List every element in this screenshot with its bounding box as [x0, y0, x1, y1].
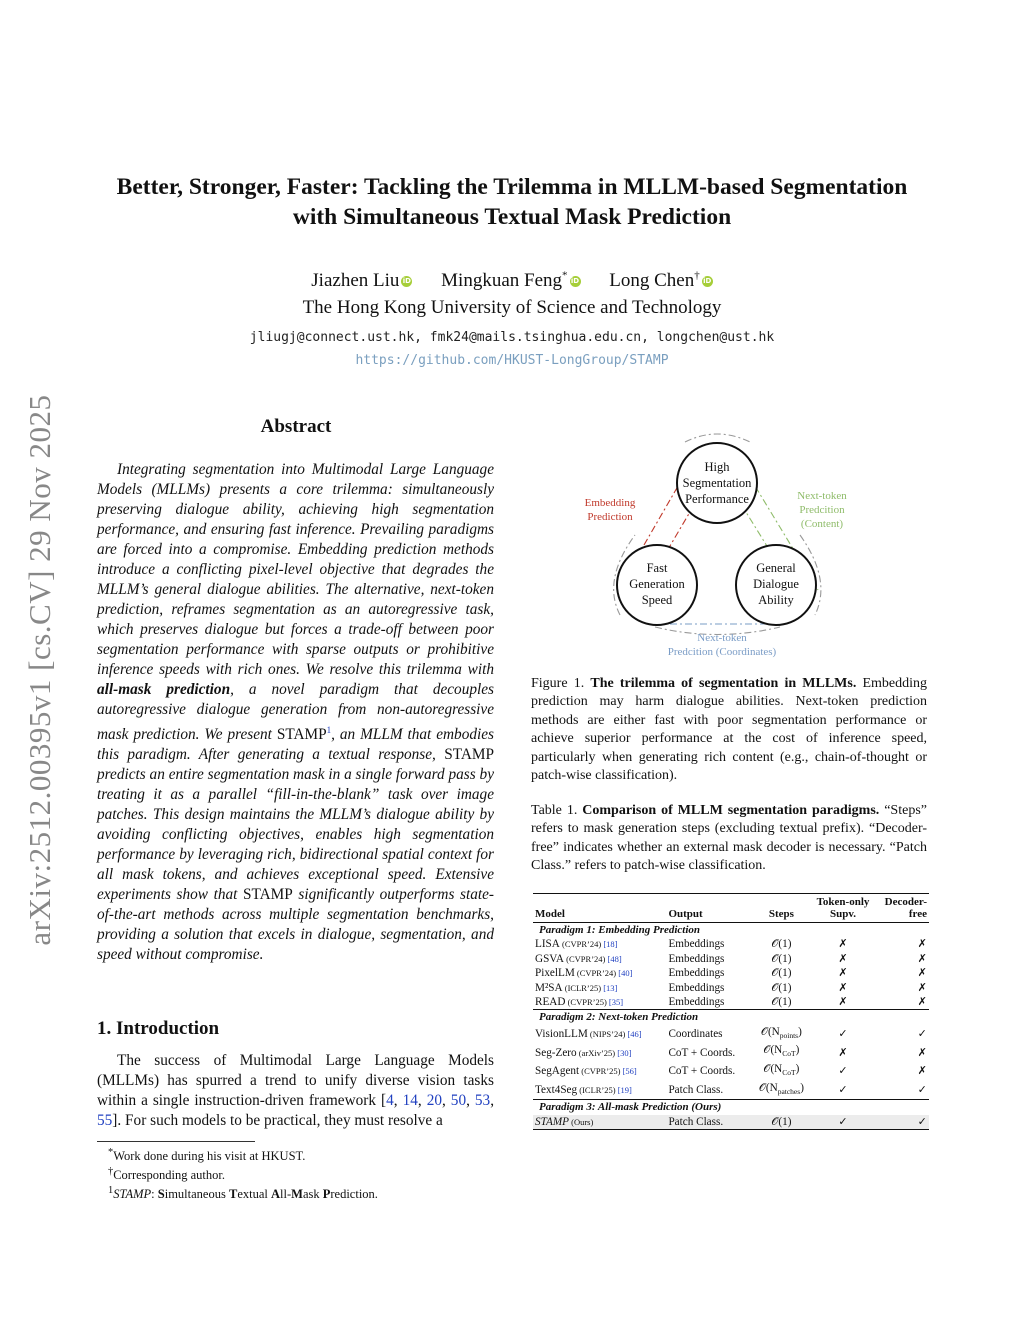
citation-link[interactable]: 4 [386, 1092, 394, 1109]
footnote-mark: * [108, 1147, 114, 1158]
steps-text: 𝒪(N [763, 1063, 783, 1076]
author [609, 270, 712, 291]
table-section-row [533, 1100, 929, 1115]
table-row [533, 1025, 929, 1044]
cell-steps: 𝒪(1) [771, 938, 792, 951]
orcid-icon[interactable]: iD [402, 277, 411, 286]
footnote-ref[interactable]: 1 [326, 725, 332, 735]
cell-steps: 𝒪(1) [771, 981, 792, 994]
repo-link[interactable]: https://github.com/HKUST-LongGroup/STAMP [355, 353, 669, 368]
circle-left-label: Speed [641, 593, 673, 607]
intro-text: ]. For such models to be practical, they must resolve a [112, 1112, 443, 1129]
steps-subscript: patches [777, 1087, 801, 1096]
edge-label-bottom: Next-token [697, 632, 747, 644]
col-header: Token-only Supv. [816, 896, 870, 920]
model-name: PixelLM [535, 967, 575, 980]
author-mark: † [694, 270, 700, 282]
model-venue: (NIPS’24) [587, 1028, 628, 1039]
footnotes [108, 1145, 504, 1202]
steps-text: ) [798, 1025, 802, 1038]
acronym-letter: A [270, 1187, 281, 1202]
cell-steps [752, 1025, 811, 1044]
cell-token-only: ✗ [838, 952, 848, 965]
abstract-text: , an MLLM that embodies this paradigm. After generating a textual response, [97, 726, 494, 764]
cell-decoder-free: ✓ [917, 1027, 927, 1040]
model-venue: (ICLR’25) [577, 1084, 618, 1095]
circle-top-label: Performance [685, 492, 749, 506]
model-name: LISA [535, 938, 560, 951]
acronym-rest: rediction. [330, 1187, 378, 1202]
circle-right-label: Ability [758, 593, 794, 607]
cell-decoder-free: ✗ [917, 967, 927, 980]
citation-link[interactable]: [18] [603, 939, 618, 950]
cell-model [533, 1115, 666, 1130]
footnote-rule [97, 1141, 255, 1142]
cell-token-only: ✗ [838, 981, 848, 994]
edge-label-bottom: Predcition (Coordinates) [667, 646, 777, 658]
model-venue: (Ours) [568, 1116, 594, 1127]
model-name: VisionLLM [535, 1027, 588, 1040]
cell-output: Patch Class. [666, 1115, 751, 1130]
model-name: Seg-Zero [535, 1046, 577, 1059]
cell-model [533, 1062, 666, 1081]
footnote-sep: : [151, 1187, 158, 1202]
cell-model [533, 1043, 666, 1062]
table-row [533, 981, 929, 995]
cell-token-only: ✗ [838, 996, 848, 1009]
steps-text: 𝒪(N [760, 1025, 780, 1038]
cell-decoder-free: ✗ [917, 996, 927, 1009]
author-emails: jliugj@connect.ust.hk, fmk24@mails.tsinghua.edu.cn, longchen@ust.hk [249, 330, 775, 345]
author [441, 270, 580, 291]
trilemma-diagram [560, 430, 880, 665]
cell-steps: 𝒪(1) [771, 967, 792, 980]
circle-top-label: High [704, 460, 730, 474]
cell-token-only: ✗ [838, 938, 848, 951]
circle-right-label: General [756, 561, 796, 575]
citation-link[interactable]: 50 [450, 1092, 467, 1109]
author [311, 270, 412, 291]
caption-bold: The trilemma of segmentation in MLLMs. [590, 676, 857, 691]
acronym-rest: ll- [280, 1187, 292, 1202]
author-name: Long Chen [609, 270, 695, 292]
cell-token-only: ✗ [838, 967, 848, 980]
edge-label-left: Prediction [587, 511, 633, 523]
circle-left-label: Generation [629, 577, 685, 591]
citation-link[interactable]: [40] [618, 968, 633, 979]
circle-right-label: Dialogue [753, 577, 799, 591]
model-venue: (CVPR’24) [564, 953, 608, 964]
cell-decoder-free: ✗ [917, 952, 927, 965]
intro-body: The success of Multimodal Large Language Models (MLLMs) has spurred a trend to unify diverse vision tasks within a single instruction-driven framework [4, 14, 20, 50, 53, 55]. For such models to be practical, they must resolve a [97, 1052, 495, 1129]
cell-decoder-free: ✗ [917, 1046, 927, 1059]
circle-left-label: Fast [646, 561, 668, 575]
acronym-letter: T [228, 1187, 238, 1202]
model-venue: (ICLR’25) [562, 982, 604, 993]
stamp-name: STAMP [444, 746, 494, 764]
cell-token-only: ✗ [838, 1046, 848, 1059]
cell-steps [752, 1062, 811, 1081]
table-row [533, 995, 929, 1010]
acronym-letter: S [157, 1187, 165, 1202]
section-title: Paradigm 2: Next-token Prediction [539, 1011, 699, 1024]
abstract-heading: Abstract [260, 416, 332, 437]
caption-bold: Comparison of MLLM segmentation paradigms. [582, 803, 880, 818]
cell-steps [752, 1043, 811, 1062]
model-venue: (CVPR’25) [579, 1066, 623, 1077]
orcid-icon[interactable]: iD [703, 277, 712, 286]
acronym-rest: imultaneous [164, 1187, 229, 1202]
table-caption [531, 802, 927, 876]
circle-top-label: Segmentation [682, 476, 752, 490]
cell-model [533, 1025, 666, 1044]
acronym-rest: ask [302, 1187, 323, 1202]
title-line-2: with Simultaneous Textual Mask Prediction [292, 204, 732, 230]
cell-model [533, 1081, 666, 1100]
title-line-1: Better, Stronger, Faster: Tackling the Trilemma in MLLM-based Segmentation [116, 174, 908, 200]
author-mark: * [562, 270, 568, 282]
footnote-mark: 1 [108, 1185, 114, 1197]
cell-model [533, 966, 666, 980]
table-section-row [533, 923, 929, 938]
cell-steps: 𝒪(1) [771, 952, 792, 965]
cell-steps [752, 1081, 811, 1100]
steps-text: ) [800, 1081, 804, 1094]
col-header: Steps [768, 908, 794, 920]
model-name: READ [535, 996, 566, 1009]
cell-output: Embeddings [668, 938, 725, 951]
model-venue: (CVPR’24) [574, 968, 619, 979]
cell-output: Patch Class. [668, 1083, 724, 1096]
section-title: Paradigm 1: Embedding Prediction [539, 924, 701, 936]
steps-text: ) [795, 1044, 800, 1057]
model-name: M²SA [535, 981, 563, 994]
caption-text: Embedding prediction may harm dialogue abilities. Next-token prediction methods are either fast with poor segmentation performance or achieve superior performance at the cost of inference speed, particularly when generating rich content (e.g., chain-of-thought or patch-wise classification). [531, 676, 928, 784]
citation-link[interactable]: 20 [426, 1092, 442, 1109]
stamp-name: STAMP [276, 726, 327, 744]
cell-token-only: ✓ [811, 1115, 875, 1130]
table-row [533, 1043, 929, 1062]
stamp-name: STAMP [242, 886, 293, 904]
cell-output: Embeddings [668, 952, 725, 965]
footnote-text: Work done during his visit at HKUST. [113, 1149, 306, 1164]
cell-decoder-free: ✗ [917, 981, 927, 994]
cell-model [533, 995, 666, 1010]
table-row [533, 1062, 929, 1081]
edge-label-right: Predcition [799, 504, 845, 516]
author-list [100, 270, 924, 292]
model-venue: (arXiv’25) [576, 1047, 618, 1058]
edge-label-right: (Content) [800, 518, 844, 530]
cell-output: Coordinates [668, 1027, 723, 1040]
col-header: Output [668, 908, 703, 920]
table-row [533, 1115, 929, 1130]
table-section-row [533, 1010, 929, 1025]
cell-output: Embeddings [668, 967, 725, 980]
steps-text: 𝒪(N [763, 1044, 783, 1057]
table-row [533, 966, 929, 980]
citation-link[interactable]: 53 [474, 1092, 491, 1109]
footnote [108, 1183, 504, 1202]
cell-decoder-free: ✗ [917, 938, 927, 951]
cell-token-only: ✓ [838, 1065, 848, 1078]
cell-output: CoT + Coords. [668, 1046, 736, 1059]
cell-decoder-free: ✓ [875, 1115, 929, 1130]
abstract-text: predicts an entire segmentation mask in a single forward pass by treating it as a parallel “fill-in-the-blank” task over image patches. This design maintains the MLLM’s dialogue ability by avoiding conflicting objectives, enables high segmentation performance by leveraging rich, bidirectional spatial context for all mask tokens, and achieves exceptional speed. Extensive experiments show that [97, 766, 494, 904]
abstract-text: significantly outperforms state-of-the-art methods across multiple segmentation benchmarks, providing a solution that excels in dialogue, segmentation, and speed without compromise. [97, 886, 494, 964]
section-title: Paradigm 3: All-mask Prediction (Ours) [539, 1101, 722, 1114]
cell-token-only: ✓ [838, 1027, 848, 1040]
citation-link[interactable]: [56] [622, 1066, 637, 1077]
cell-output: Embeddings [668, 996, 725, 1009]
intro-text: The success of Multimodal Large Language Models (MLLMs) has spurred a trend to unify diverse vision tasks within a single instruction-driven framework [ [97, 1052, 494, 1109]
citation-link[interactable]: [13] [603, 982, 618, 993]
cell-decoder-free: ✗ [917, 1065, 927, 1078]
steps-subscript: CoT [782, 1049, 796, 1059]
cell-output: CoT + Coords. [668, 1065, 736, 1078]
affiliation: The Hong Kong University of Science and Technology [302, 297, 722, 318]
figure-caption [531, 675, 927, 785]
model-name: Text4Seg [535, 1083, 578, 1096]
footnote [108, 1164, 504, 1183]
cell-steps: 𝒪(1) [752, 1115, 811, 1130]
caption-label: Figure 1. [531, 676, 585, 691]
table-row [533, 952, 929, 966]
model-name: STAMP [535, 1115, 569, 1128]
acronym-rest: extual [237, 1187, 271, 1202]
citation-link[interactable]: 14 [402, 1092, 418, 1109]
model-venue: (CVPR’24) [559, 939, 604, 950]
col-header: Model [535, 908, 565, 920]
cell-model [533, 937, 666, 951]
model-name: GSVA [535, 952, 565, 965]
author-name: Jiazhen Liu [311, 270, 400, 292]
model-name: SegAgent [535, 1065, 580, 1078]
citation-link[interactable]: 55 [97, 1112, 113, 1129]
acronym-letter: M [291, 1187, 303, 1202]
abstract-emphasis: all-mask prediction [97, 681, 231, 698]
abstract-body [97, 460, 494, 965]
steps-subscript: points [779, 1031, 799, 1041]
steps-text: ) [795, 1063, 800, 1076]
paper-title [60, 172, 964, 232]
acronym-letter: P [322, 1187, 331, 1202]
cell-decoder-free: ✓ [917, 1083, 927, 1096]
steps-subscript: CoT [782, 1068, 796, 1078]
cell-token-only: ✓ [838, 1083, 848, 1096]
edge-label-left: Embedding [584, 497, 636, 509]
table-body [533, 923, 929, 1130]
orcid-icon[interactable]: iD [570, 277, 580, 286]
author-name: Mingkuan Feng [441, 270, 562, 292]
cell-steps: 𝒪(1) [771, 996, 792, 1009]
edge-label-right: Next-token [797, 490, 847, 502]
abstract-text: Integrating segmentation into Multimodal Large Language Models (MLLMs) presents a core trilemma: simultaneously preserving dialogue ability, achieving high segmentation performance, and ensuring fast inference. Prevailing paradigms are forced into a compromise. Embedding prediction methods introduce a conflicting pixel-level objective that degrades the MLLM’s general dialogue abilities. The alternative, next-token prediction, reframes segmentation as an autoregressive task, which preserves dialogue but forces a trade-off between poor segmentation performance with sparse outputs or prohibitive inference speeds with rich ones. We resolve this trilemma with [97, 461, 494, 678]
table-row [533, 1081, 929, 1100]
citation-link[interactable]: [48] [607, 953, 622, 964]
intro-heading: 1. Introduction [97, 1018, 220, 1039]
citation-link[interactable]: [46] [627, 1028, 642, 1039]
cell-model [533, 981, 666, 995]
steps-text: 𝒪(N [758, 1081, 778, 1094]
abstract-text: , a novel paradigm that decouples autoregressive dialogue generation from non-autoregressive mask prediction. We present [97, 681, 494, 744]
footnote [108, 1145, 504, 1164]
col-header: Decoder-free [884, 896, 927, 920]
arxiv-sidebar-stamp: arXiv:2512.00395v1 [cs.CV] 29 Nov 2025 [22, 394, 57, 946]
comparison-table [533, 893, 929, 1130]
model-venue: (CVPR’25) [565, 997, 609, 1008]
cell-output: Embeddings [668, 981, 725, 994]
citation-link[interactable]: [19] [617, 1084, 632, 1095]
footnote-mark: † [108, 1166, 114, 1178]
footnote-text: Corresponding author. [113, 1168, 225, 1183]
caption-text: “Steps” refers to mask generation steps (excluding textual prefix). “Decoder-free” indicates whether an external mask decoder is necessary. “Patch Class.” refers to patch-wise classification. [531, 803, 927, 874]
footnote-stamp: STAMP [113, 1187, 152, 1202]
caption-label: Table 1. [531, 803, 578, 818]
table-row [533, 937, 929, 951]
cell-model [533, 952, 666, 966]
citation-link[interactable]: [30] [617, 1047, 632, 1058]
citation-link[interactable]: [35] [608, 997, 624, 1008]
